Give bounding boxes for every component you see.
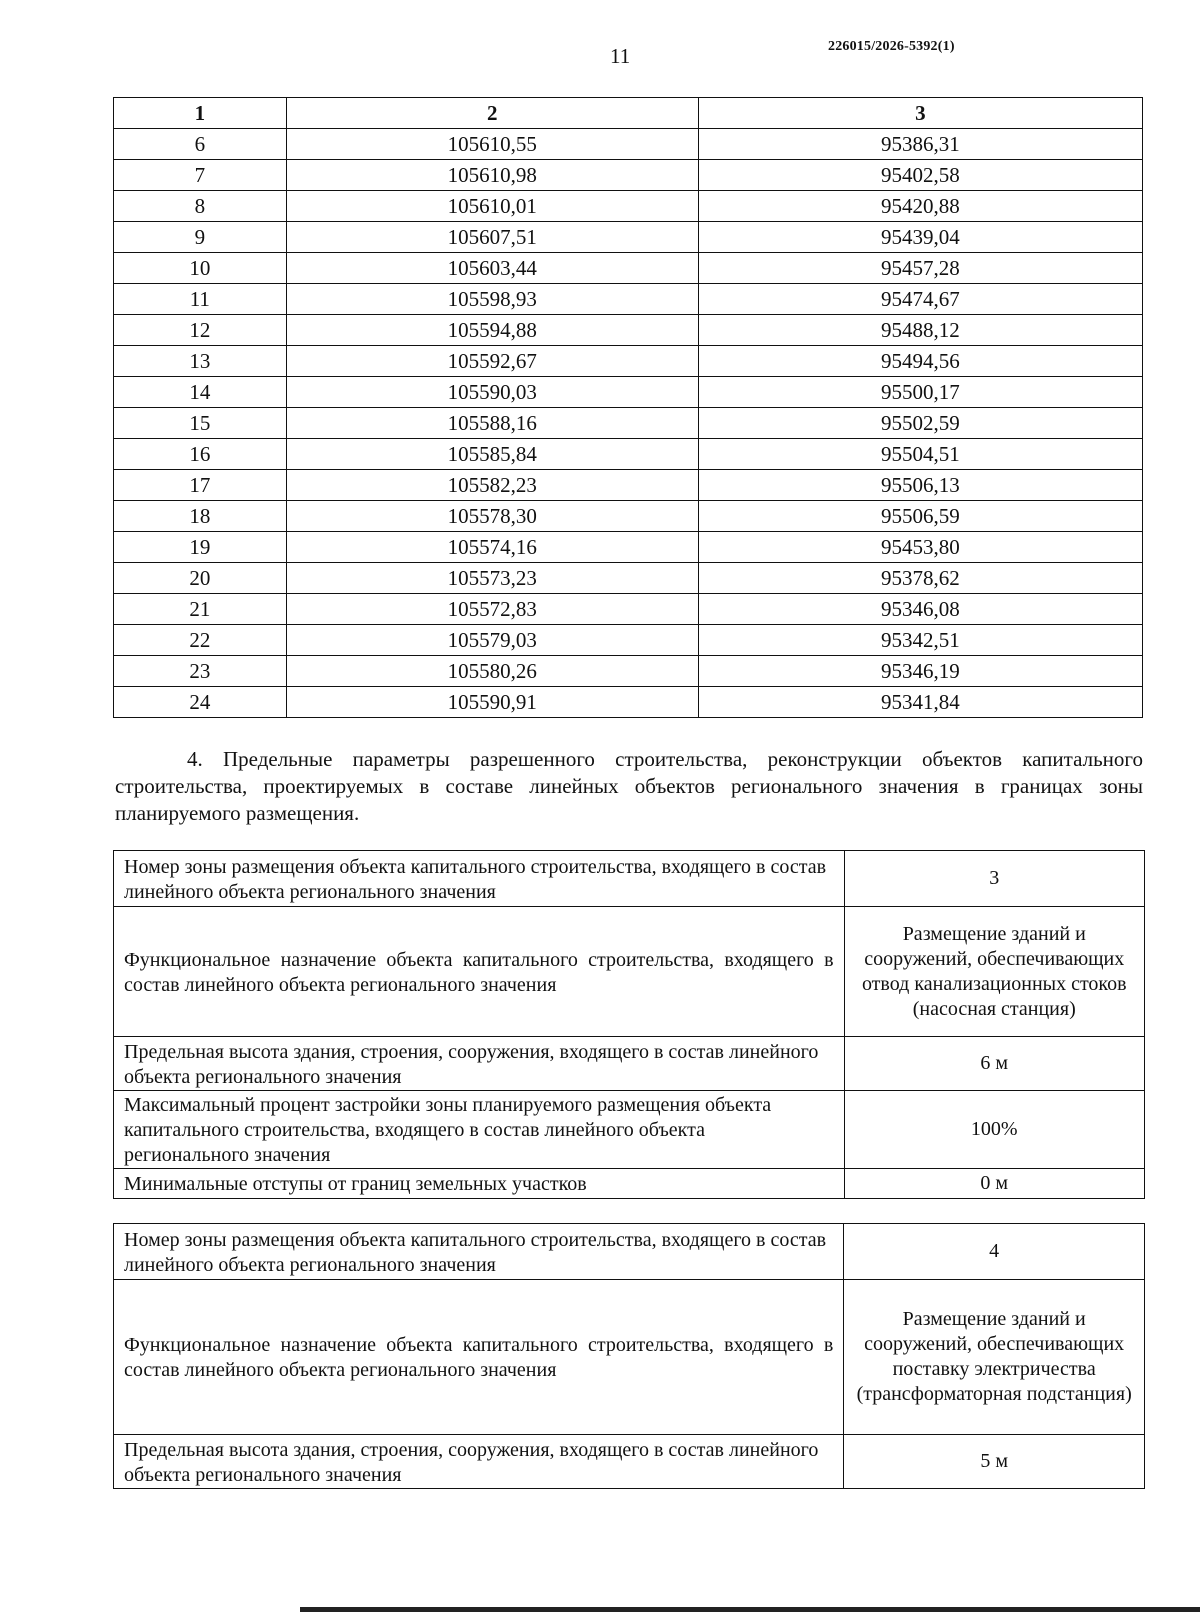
table-cell: 12 [114,315,287,346]
page-number: 11 [610,44,631,68]
table-cell: 105590,91 [286,687,698,718]
coordinates-table [113,97,1143,718]
parameter-value: Размещение зданий и сооружений, обеспечивающих поставку электричества (трансформаторная подстанция) [844,1280,1145,1435]
table-cell: 95504,51 [698,439,1142,470]
table-cell: 105578,30 [286,501,698,532]
table-cell: 11 [114,284,287,315]
parameter-row [114,1091,1145,1169]
table-cell: 105580,26 [286,656,698,687]
parameter-row [114,851,1145,907]
table-row [114,315,1143,346]
table-cell: 15 [114,408,287,439]
table-cell: 105594,88 [286,315,698,346]
table-cell: 95346,08 [698,594,1142,625]
parameter-label: Функциональное назначение объекта капитального строительства, входящего в состав линейного объекта регионального значения [114,907,845,1037]
parameter-label: Предельная высота здания, строения, сооружения, входящего в состав линейного объекта регионального значения [114,1435,844,1489]
table-row [114,346,1143,377]
table-header-row [114,98,1143,129]
table-cell: 22 [114,625,287,656]
table-cell: 95346,19 [698,656,1142,687]
parameter-value: 0 м [844,1169,1144,1199]
table-cell: 6 [114,129,287,160]
table-cell: 95506,13 [698,470,1142,501]
table-cell: 105572,83 [286,594,698,625]
table-row [114,687,1143,718]
table-row [114,501,1143,532]
table-cell: 8 [114,191,287,222]
table-cell: 95378,62 [698,563,1142,594]
table-cell: 17 [114,470,287,501]
table-cell: 95342,51 [698,625,1142,656]
table-cell: 105579,03 [286,625,698,656]
table-cell: 105598,93 [286,284,698,315]
parameter-row [114,1280,1145,1435]
table-header-cell: 1 [114,98,287,129]
table-cell: 14 [114,377,287,408]
parameter-row [114,1169,1145,1199]
table-cell: 95502,59 [698,408,1142,439]
table-cell: 95488,12 [698,315,1142,346]
table-cell: 105588,16 [286,408,698,439]
table-cell: 16 [114,439,287,470]
table-row [114,129,1143,160]
table-cell: 24 [114,687,287,718]
table-cell: 105610,98 [286,160,698,191]
parameter-value: 3 [844,851,1144,907]
table-row [114,594,1143,625]
table-cell: 95494,56 [698,346,1142,377]
parameter-label: Номер зоны размещения объекта капитального строительства, входящего в состав линейного объекта регионального значения [114,1224,844,1280]
table-cell: 95457,28 [698,253,1142,284]
table-row [114,625,1143,656]
table-cell: 105603,44 [286,253,698,284]
parameter-row [114,1037,1145,1091]
table-cell: 13 [114,346,287,377]
parameter-value: 5 м [844,1435,1145,1489]
zone-3-parameters-table [113,850,1145,1199]
table-header-cell: 2 [286,98,698,129]
table-cell: 105590,03 [286,377,698,408]
table-cell: 105610,01 [286,191,698,222]
table-row [114,408,1143,439]
section-4-paragraph: 4. Предельные параметры разрешенного строительства, реконструкции объектов капитального строительства, проектируемых в составе линейных объектов регионального значения в границах зоны планируемого размещения. [115,747,1143,825]
table-cell: 21 [114,594,287,625]
table-cell: 7 [114,160,287,191]
table-row [114,222,1143,253]
table-row [114,656,1143,687]
table-row [114,191,1143,222]
table-row [114,563,1143,594]
parameter-label: Функциональное назначение объекта капитального строительства, входящего в состав линейного объекта регионального значения [114,1280,844,1435]
table-cell: 10 [114,253,287,284]
table-row [114,377,1143,408]
table-row [114,284,1143,315]
table-cell: 95420,88 [698,191,1142,222]
table-row [114,253,1143,284]
parameter-label: Номер зоны размещения объекта капитального строительства, входящего в состав линейного объекта регионального значения [114,851,845,907]
table-row [114,532,1143,563]
table-cell: 95506,59 [698,501,1142,532]
table-cell: 105573,23 [286,563,698,594]
table-cell: 105607,51 [286,222,698,253]
table-row [114,470,1143,501]
table-cell: 105610,55 [286,129,698,160]
table-cell: 19 [114,532,287,563]
parameter-row [114,1435,1145,1489]
document-code: 226015/2026-5392(1) [828,39,955,54]
table-cell: 95500,17 [698,377,1142,408]
table-cell: 20 [114,563,287,594]
parameter-value: 100% [844,1091,1144,1169]
table-cell: 95402,58 [698,160,1142,191]
table-row [114,439,1143,470]
table-cell: 95474,67 [698,284,1142,315]
table-cell: 95341,84 [698,687,1142,718]
parameter-label: Минимальные отступы от границ земельных участков [114,1169,845,1199]
parameter-label: Максимальный процент застройки зоны планируемого размещения объекта капитального строительства, входящего в состав линейного объекта регионального значения [114,1091,845,1169]
table-cell: 18 [114,501,287,532]
scan-edge-line [300,1607,1200,1612]
table-cell: 95439,04 [698,222,1142,253]
table-cell: 105585,84 [286,439,698,470]
table-cell: 105592,67 [286,346,698,377]
parameter-value: Размещение зданий и сооружений, обеспечивающих отвод канализационных стоков (насосная станция) [844,907,1144,1037]
table-cell: 9 [114,222,287,253]
table-cell: 105574,16 [286,532,698,563]
parameter-value: 4 [844,1224,1145,1280]
parameter-label: Предельная высота здания, строения, сооружения, входящего в состав линейного объекта регионального значения [114,1037,845,1091]
table-cell: 95386,31 [698,129,1142,160]
table-cell: 95453,80 [698,532,1142,563]
parameter-row [114,907,1145,1037]
table-cell: 23 [114,656,287,687]
parameter-row [114,1224,1145,1280]
parameter-value: 6 м [844,1037,1144,1091]
table-row [114,160,1143,191]
table-cell: 105582,23 [286,470,698,501]
table-header-cell: 3 [698,98,1142,129]
zone-4-parameters-table [113,1223,1145,1489]
